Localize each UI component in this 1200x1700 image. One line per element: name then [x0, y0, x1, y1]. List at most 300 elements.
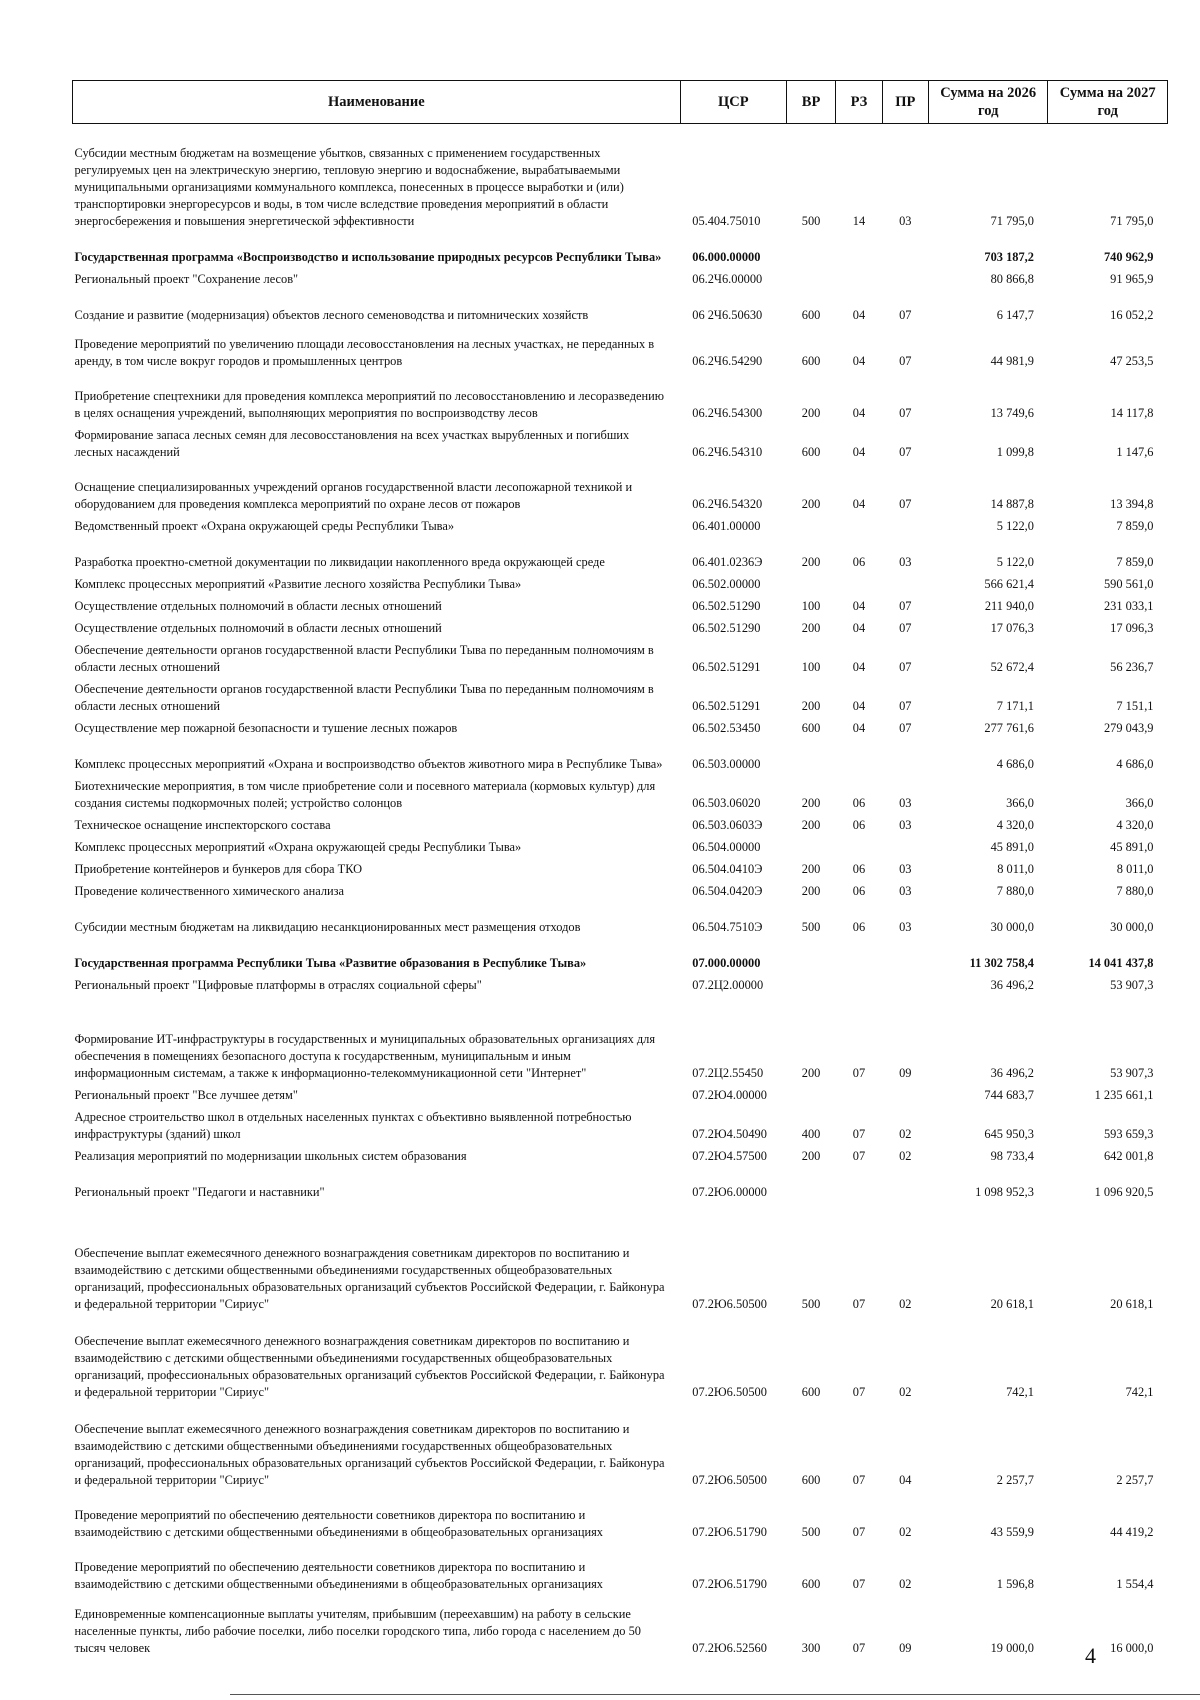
table-row	[73, 815, 1168, 837]
table-body	[73, 124, 1168, 1660]
row-rz: 07	[852, 1640, 866, 1655]
row-sum-2026: 366,0	[1006, 795, 1034, 810]
row-sum-2026: 4 686,0	[996, 756, 1034, 771]
table-row	[73, 1107, 1168, 1146]
row-rz	[836, 233, 882, 269]
row-vr: 200	[801, 861, 821, 876]
row-name: Государственная программа Республики Тыва «Развитие образования в Республике Тыва»	[74, 955, 587, 970]
row-vr: 100	[801, 598, 821, 613]
row-vr	[786, 1168, 835, 1204]
row-sum-2026: 566 621,4	[984, 576, 1034, 591]
row-csr: 06.2Ч6.54290	[692, 353, 763, 368]
row-rz: 07	[852, 1472, 866, 1487]
row-sum-2027: 1 235 661,1	[1094, 1087, 1154, 1102]
row-name: Ведомственный проект «Охрана окружающей среды Республики Тыва»	[74, 518, 455, 533]
row-name: Осуществление отдельных полномочий в области лесных отношений	[74, 598, 442, 613]
row-pr	[882, 516, 928, 538]
row-sum-2026: 45 891,0	[990, 839, 1034, 854]
row-name: Техническое оснащение инспекторского состава	[74, 817, 331, 832]
row-pr: 07	[899, 598, 912, 613]
row-csr: 06.2Ч6.54320	[692, 496, 763, 511]
table-row	[73, 837, 1168, 859]
row-rz	[836, 574, 882, 596]
row-name: Комплекс процессных мероприятий «Охрана и воспроизводство объектов животного мира в Республике Тыва»	[74, 756, 663, 771]
row-sum-2027: 593 659,3	[1103, 1126, 1154, 1141]
row-rz	[836, 975, 882, 997]
row-vr: 100	[801, 659, 821, 674]
row-csr: 07.2Ю6.50500	[692, 1296, 767, 1311]
row-rz: 06	[852, 817, 866, 832]
row-csr: 07.2Ю6.00000	[692, 1184, 767, 1199]
row-pr: 03	[899, 795, 912, 810]
row-pr: 02	[899, 1126, 912, 1141]
row-vr: 500	[801, 1524, 821, 1539]
row-name: Оснащение специализированных учреждений органов государственной власти лесопожарной техникой и оборудованием для проведения комплекса мероприятий по охране лесов от пожаров	[74, 479, 633, 511]
row-rz	[836, 1085, 882, 1107]
row-rz	[836, 740, 882, 776]
row-vr: 200	[801, 554, 821, 569]
row-pr: 07	[899, 620, 912, 635]
row-sum-2026: 80 866,8	[990, 271, 1034, 286]
budget-page	[72, 80, 1168, 1660]
row-vr	[786, 516, 835, 538]
row-rz: 04	[852, 720, 866, 735]
row-csr: 07.2Ю6.51790	[692, 1524, 767, 1539]
row-pr: 02	[899, 1576, 912, 1591]
row-pr: 03	[899, 817, 912, 832]
row-csr: 07.2Ц2.00000	[692, 977, 764, 992]
row-pr	[882, 233, 928, 269]
row-pr: 03	[899, 861, 912, 876]
row-sum-2026: 5 122,0	[996, 518, 1034, 533]
row-sum-2027: 7 151,1	[1116, 698, 1154, 713]
table-row	[73, 538, 1168, 574]
row-rz: 04	[852, 444, 866, 459]
row-sum-2026: 742,1	[1006, 1384, 1034, 1399]
row-pr: 02	[899, 1384, 912, 1399]
row-sum-2026: 6 147,7	[996, 307, 1034, 322]
row-sum-2027: 47 253,5	[1110, 353, 1154, 368]
row-name: Проведение мероприятий по обеспечению деятельности советников директора по воспитанию и взаимодействию с детскими общественными объединениями в общеобразовательных организациях	[74, 1507, 604, 1539]
row-csr: 06.502.00000	[692, 576, 761, 591]
row-name: Адресное строительство школ в отдельных населенных пунктах с объективно выявленной потребностью инфраструктуры (зданий) школ	[74, 1109, 632, 1141]
row-vr: 500	[801, 213, 821, 228]
row-vr: 600	[801, 720, 821, 735]
row-name: Проведение мероприятий по увеличению площади лесовосстановления на лесных участках, не переданных в аренду, в том числе вокруг городов и промышленных центров	[74, 336, 655, 368]
row-sum-2026: 1 099,8	[996, 444, 1034, 459]
row-sum-2026: 2 257,7	[996, 1472, 1034, 1487]
row-sum-2027: 20 618,1	[1110, 1296, 1154, 1311]
row-sum-2026: 11 302 758,4	[969, 955, 1034, 970]
row-rz: 06	[852, 861, 866, 876]
row-pr: 02	[899, 1148, 912, 1163]
row-csr: 07.2Ю4.57500	[692, 1148, 767, 1163]
row-csr: 05.404.75010	[692, 213, 761, 228]
row-rz: 04	[852, 353, 866, 368]
row-csr: 06.503.0603Э	[692, 817, 763, 832]
row-sum-2027: 1 147,6	[1116, 444, 1154, 459]
row-pr: 03	[899, 554, 912, 569]
row-sum-2026: 7 171,1	[996, 698, 1034, 713]
header-pr: ПР	[882, 81, 928, 124]
row-sum-2027: 91 965,9	[1110, 271, 1154, 286]
table-row	[73, 327, 1168, 373]
table-row	[73, 269, 1168, 291]
row-rz: 04	[852, 496, 866, 511]
row-csr: 06.504.0410Э	[692, 861, 763, 876]
row-csr: 06.502.51290	[692, 620, 761, 635]
row-vr: 500	[801, 919, 821, 934]
row-sum-2026: 211 940,0	[984, 598, 1034, 613]
row-pr: 07	[899, 405, 912, 420]
row-name: Комплекс процессных мероприятий «Развитие лесного хозяйства Республики Тыва»	[74, 576, 522, 591]
row-name: Биотехнические мероприятия, в том числе приобретение соли и посевного материала (кормовых культур) для создания системы подкормочных полей; устройство солонцов	[74, 778, 656, 810]
row-sum-2027: 7 859,0	[1116, 518, 1154, 533]
row-sum-2027: 53 907,3	[1110, 1065, 1154, 1080]
row-pr: 02	[899, 1296, 912, 1311]
row-pr	[882, 269, 928, 291]
table-row	[73, 425, 1168, 464]
row-sum-2027: 71 795,0	[1110, 213, 1154, 228]
row-rz: 04	[852, 405, 866, 420]
table-row	[73, 679, 1168, 718]
row-name: Обеспечение выплат ежемесячного денежного вознаграждения советникам директоров по воспитанию и взаимодействию с детскими общественными объединениями государственных общеобразовательных организаций, профессиональных образовательных организаций субъектов Российской Федерации, г. Байконура и федеральной территории "Сириус"	[74, 1245, 665, 1311]
row-pr: 09	[899, 1065, 912, 1080]
row-name: Субсидии местным бюджетам на ликвидацию несанкционированных мест размещения отходов	[74, 919, 581, 934]
header-sum-2027: Сумма на 2027 год	[1048, 81, 1168, 124]
row-vr: 600	[801, 444, 821, 459]
row-pr: 07	[899, 444, 912, 459]
row-rz	[836, 516, 882, 538]
row-csr: 07.2Ю6.52560	[692, 1640, 767, 1655]
row-sum-2026: 71 795,0	[990, 213, 1034, 228]
row-name: Региональный проект "Сохранение лесов"	[74, 271, 299, 286]
row-rz: 07	[852, 1126, 866, 1141]
row-rz: 06	[852, 554, 866, 569]
row-sum-2027: 642 001,8	[1103, 1148, 1154, 1163]
row-vr: 600	[801, 1384, 821, 1399]
row-sum-2027: 231 033,1	[1103, 598, 1154, 613]
table-row	[73, 464, 1168, 516]
row-csr: 06.502.51291	[692, 659, 761, 674]
row-csr: 06.503.00000	[692, 756, 761, 771]
row-name: Региональный проект "Педагоги и наставники"	[74, 1184, 325, 1199]
row-vr: 600	[801, 1472, 821, 1487]
row-sum-2026: 36 496,2	[990, 1065, 1034, 1080]
row-csr: 06.2Ч6.00000	[692, 271, 763, 286]
table-row	[73, 640, 1168, 679]
row-sum-2026: 43 559,9	[990, 1524, 1034, 1539]
row-rz: 04	[852, 659, 866, 674]
row-sum-2027: 45 891,0	[1110, 839, 1154, 854]
row-vr: 200	[801, 795, 821, 810]
row-name: Создание и развитие (модернизация) объектов лесного семеноводства и питомнических хозяйств	[74, 307, 589, 322]
row-csr: 07.2Ю4.00000	[692, 1087, 767, 1102]
row-pr: 07	[899, 496, 912, 511]
row-pr: 03	[899, 919, 912, 934]
row-sum-2026: 98 733,4	[990, 1148, 1034, 1163]
row-csr: 07.2Ю6.51790	[692, 1576, 767, 1591]
row-vr: 200	[801, 496, 821, 511]
row-rz: 07	[852, 1296, 866, 1311]
row-csr: 06 2Ч6.50630	[692, 307, 763, 322]
row-vr	[786, 837, 835, 859]
row-name: Обеспечение деятельности органов государственной власти Республики Тыва по переданным полномочиям в области лесных отношений	[74, 681, 654, 713]
row-sum-2027: 740 962,9	[1103, 249, 1154, 264]
row-vr: 200	[801, 1148, 821, 1163]
row-pr	[882, 939, 928, 975]
row-rz: 07	[852, 1065, 866, 1080]
table-row	[73, 997, 1168, 1085]
table-row	[73, 124, 1168, 233]
row-vr: 200	[801, 620, 821, 635]
row-pr: 07	[899, 698, 912, 713]
row-csr: 07.2Ю6.50500	[692, 1384, 767, 1399]
row-vr: 200	[801, 817, 821, 832]
row-sum-2027: 44 419,2	[1110, 1524, 1154, 1539]
row-csr: 06.2Ч6.54300	[692, 405, 763, 420]
row-sum-2026: 7 880,0	[996, 883, 1034, 898]
row-rz	[836, 837, 882, 859]
table-header	[73, 81, 1168, 124]
row-name: Приобретение контейнеров и бункеров для сбора ТКО	[74, 861, 363, 876]
row-rz: 07	[852, 1148, 866, 1163]
row-csr: 07.000.00000	[692, 955, 761, 970]
row-csr: 06.504.00000	[692, 839, 761, 854]
row-sum-2027: 4 686,0	[1116, 756, 1154, 771]
row-vr: 200	[801, 405, 821, 420]
row-name: Реализация мероприятий по модернизации школьных систем образования	[74, 1148, 467, 1163]
row-name: Комплекс процессных мероприятий «Охрана окружающей среды Республики Тыва»	[74, 839, 522, 854]
row-pr	[882, 837, 928, 859]
table-row	[73, 516, 1168, 538]
row-sum-2027: 7 880,0	[1116, 883, 1154, 898]
row-sum-2027: 56 236,7	[1110, 659, 1154, 674]
header-name: Наименование	[73, 81, 681, 124]
row-csr: 06.000.00000	[692, 249, 761, 264]
row-vr	[786, 740, 835, 776]
row-csr: 07.2Ю6.50500	[692, 1472, 767, 1487]
row-vr: 300	[801, 1640, 821, 1655]
row-pr	[882, 1168, 928, 1204]
row-vr	[786, 269, 835, 291]
row-name: Формирование ИТ-инфраструктуры в государственных и муниципальных образовательных организациях для обеспечения в помещениях безопасного доступа к государственным, муниципальным и иным информационным системам, а также к информационно-телекоммуникационной сети "Интернет"	[74, 1031, 656, 1080]
row-sum-2026: 1 098 952,3	[975, 1184, 1034, 1199]
row-name: Государственная программа «Воспроизводство и использование природных ресурсов Республики Тыва»	[74, 249, 662, 264]
row-sum-2027: 1 096 920,5	[1094, 1184, 1154, 1199]
table-row	[73, 718, 1168, 740]
row-name: Обеспечение выплат ежемесячного денежного вознаграждения советникам директоров по воспитанию и взаимодействию с детскими общественными объединениями государственных общеобразовательных организаций, профессиональных образовательных организаций субъектов Российской Федерации, г. Байконура и федеральной территории "Сириус"	[74, 1333, 665, 1399]
row-vr: 200	[801, 883, 821, 898]
row-csr: 06.2Ч6.54310	[692, 444, 763, 459]
row-rz: 07	[852, 1524, 866, 1539]
row-sum-2026: 20 618,1	[990, 1296, 1034, 1311]
row-csr: 06.401.0236Э	[692, 554, 763, 569]
row-name: Осуществление мер пожарной безопасности и тушение лесных пожаров	[74, 720, 458, 735]
row-name: Региональный проект "Цифровые платформы в отраслях социальной сферы"	[74, 977, 482, 992]
table-row	[73, 596, 1168, 618]
row-pr: 07	[899, 307, 912, 322]
row-sum-2027: 590 561,0	[1103, 576, 1154, 591]
row-name: Субсидии местным бюджетам на возмещение убытков, связанных с применением государственных регулируемых цен на электрическую энергию, тепловую энергию и водоснабжение, вырабатываемыми муниципальными организациями коммунального комплекса, понесенных в процессе выработки и (или) транспортировки энергоресурсов и воды, в том числе вследствие проведения мероприятий в области энергосбережения и повышения энергетической эффективности	[74, 145, 624, 228]
row-sum-2026: 4 320,0	[996, 817, 1034, 832]
table-row	[73, 233, 1168, 269]
header-vr: ВР	[786, 81, 835, 124]
row-pr: 04	[899, 1472, 912, 1487]
row-sum-2026: 645 950,3	[984, 1126, 1034, 1141]
row-name: Региональный проект "Все лучшее детям"	[74, 1087, 298, 1102]
row-sum-2026: 14 887,8	[990, 496, 1034, 511]
row-vr: 400	[801, 1126, 821, 1141]
row-vr: 600	[801, 307, 821, 322]
row-rz: 06	[852, 919, 866, 934]
row-pr: 09	[899, 1640, 912, 1655]
table-row	[73, 1204, 1168, 1316]
row-name: Проведение мероприятий по обеспечению деятельности советников директора по воспитанию и взаимодействию с детскими общественными объединениями в общеобразовательных организациях	[74, 1559, 604, 1591]
row-sum-2026: 8 011,0	[997, 861, 1034, 876]
table-row	[73, 903, 1168, 939]
row-sum-2026: 36 496,2	[990, 977, 1034, 992]
row-sum-2027: 16 052,2	[1110, 307, 1154, 322]
row-csr: 06.502.51290	[692, 598, 761, 613]
row-sum-2027: 366,0	[1125, 795, 1154, 810]
row-csr: 06.504.0420Э	[692, 883, 763, 898]
row-pr	[882, 740, 928, 776]
row-pr	[882, 574, 928, 596]
row-name: Обеспечение деятельности органов государственной власти Республики Тыва по переданным полномочиям в области лесных отношений	[74, 642, 654, 674]
row-sum-2026: 44 981,9	[990, 353, 1034, 368]
table-row	[73, 291, 1168, 327]
row-name: Приобретение спецтехники для проведения комплекса мероприятий по лесовосстановлению и лесоразведению в целях оснащения учреждений, выполняющих мероприятия по воспроизводству лесов	[74, 388, 665, 420]
row-sum-2027: 14 117,8	[1110, 405, 1154, 420]
row-sum-2027: 742,1	[1125, 1384, 1154, 1399]
table-row	[73, 1316, 1168, 1404]
row-rz: 04	[852, 307, 866, 322]
table-row	[73, 1146, 1168, 1168]
row-name: Формирование запаса лесных семян для лесовосстановления на всех участках вырубленных и погибших лесных насаждений	[74, 427, 630, 459]
row-sum-2027: 279 043,9	[1103, 720, 1154, 735]
row-sum-2026: 30 000,0	[990, 919, 1034, 934]
table-row	[73, 881, 1168, 903]
row-vr: 600	[801, 353, 821, 368]
row-name: Проведение количественного химического анализа	[74, 883, 345, 898]
table-row	[73, 1168, 1168, 1204]
row-vr	[786, 975, 835, 997]
row-sum-2027: 2 257,7	[1116, 1472, 1154, 1487]
row-name: Разработка проектно-сметной документации по ликвидации накопленного вреда окружающей среде	[74, 554, 605, 569]
row-sum-2026: 52 672,4	[990, 659, 1034, 674]
table-row	[73, 776, 1168, 815]
table-row	[73, 1492, 1168, 1544]
scan-edge-line	[230, 1694, 1200, 1695]
row-vr	[786, 939, 835, 975]
row-sum-2027: 17 096,3	[1110, 620, 1154, 635]
row-name: Обеспечение выплат ежемесячного денежного вознаграждения советникам директоров по воспитанию и взаимодействию с детскими общественными объединениями государственных общеобразовательных организаций, профессиональных образовательных организаций субъектов Российской Федерации, г. Байконура и федеральной территории "Сириус"	[74, 1421, 665, 1487]
row-vr: 600	[801, 1576, 821, 1591]
row-sum-2026: 13 749,6	[990, 405, 1034, 420]
table-row	[73, 975, 1168, 997]
row-pr	[882, 1085, 928, 1107]
budget-table	[72, 80, 1168, 1660]
row-sum-2027: 8 011,0	[1116, 861, 1154, 876]
row-rz: 07	[852, 1576, 866, 1591]
header-csr: ЦСР	[680, 81, 786, 124]
row-vr	[786, 1085, 835, 1107]
table-row	[73, 574, 1168, 596]
row-rz: 06	[852, 795, 866, 810]
row-sum-2027: 14 041 437,8	[1088, 955, 1154, 970]
row-csr: 06.503.06020	[692, 795, 761, 810]
row-vr	[786, 233, 835, 269]
row-rz: 07	[852, 1384, 866, 1399]
table-row	[73, 618, 1168, 640]
row-rz: 14	[852, 213, 866, 228]
row-csr: 07.2Ц2.55450	[692, 1065, 764, 1080]
row-sum-2026: 19 000,0	[990, 1640, 1034, 1655]
row-csr: 06.401.00000	[692, 518, 761, 533]
row-csr: 06.502.51291	[692, 698, 761, 713]
table-row	[73, 740, 1168, 776]
row-vr	[786, 574, 835, 596]
table-row	[73, 373, 1168, 425]
table-row	[73, 859, 1168, 881]
row-name: Осуществление отдельных полномочий в области лесных отношений	[74, 620, 442, 635]
row-pr	[882, 975, 928, 997]
row-rz: 04	[852, 598, 866, 613]
row-rz: 04	[852, 698, 866, 713]
row-sum-2027: 30 000,0	[1110, 919, 1154, 934]
row-sum-2026: 703 187,2	[984, 249, 1034, 264]
row-vr: 200	[801, 698, 821, 713]
row-pr: 03	[899, 883, 912, 898]
row-sum-2027: 16 000,0	[1110, 1640, 1154, 1655]
row-pr: 07	[899, 659, 912, 674]
row-rz	[836, 1168, 882, 1204]
row-name: Единовременные компенсационные выплаты учителям, прибывшим (переехавшим) на работу в сельские населенные пункты, либо рабочие поселки, либо поселки городского типа, либо города с населением до 50 тысяч человек	[74, 1606, 641, 1655]
table-row	[73, 1544, 1168, 1596]
row-pr: 07	[899, 720, 912, 735]
row-sum-2026: 277 761,6	[984, 720, 1034, 735]
page-number: 4	[1085, 1643, 1096, 1668]
header-sum-2026: Сумма на 2026 год	[928, 81, 1047, 124]
row-csr: 07.2Ю4.50490	[692, 1126, 767, 1141]
row-sum-2026: 17 076,3	[990, 620, 1034, 635]
row-sum-2026: 744 683,7	[984, 1087, 1034, 1102]
row-rz: 04	[852, 620, 866, 635]
table-row	[73, 939, 1168, 975]
row-vr: 500	[801, 1296, 821, 1311]
row-vr: 200	[801, 1065, 821, 1080]
row-pr: 02	[899, 1524, 912, 1539]
row-sum-2026: 1 596,8	[996, 1576, 1034, 1591]
row-rz	[836, 939, 882, 975]
row-sum-2027: 4 320,0	[1116, 817, 1154, 832]
row-sum-2027: 13 394,8	[1110, 496, 1154, 511]
table-row	[73, 1085, 1168, 1107]
header-rz: РЗ	[836, 81, 882, 124]
row-sum-2026: 5 122,0	[996, 554, 1034, 569]
table-row	[73, 1404, 1168, 1492]
row-csr: 06.504.7510Э	[692, 919, 763, 934]
table-row	[73, 1596, 1168, 1660]
row-csr: 06.502.53450	[692, 720, 761, 735]
row-sum-2027: 1 554,4	[1116, 1576, 1154, 1591]
row-pr: 03	[899, 213, 912, 228]
row-rz	[836, 269, 882, 291]
row-rz: 06	[852, 883, 866, 898]
row-pr: 07	[899, 353, 912, 368]
row-sum-2027: 7 859,0	[1116, 554, 1154, 569]
